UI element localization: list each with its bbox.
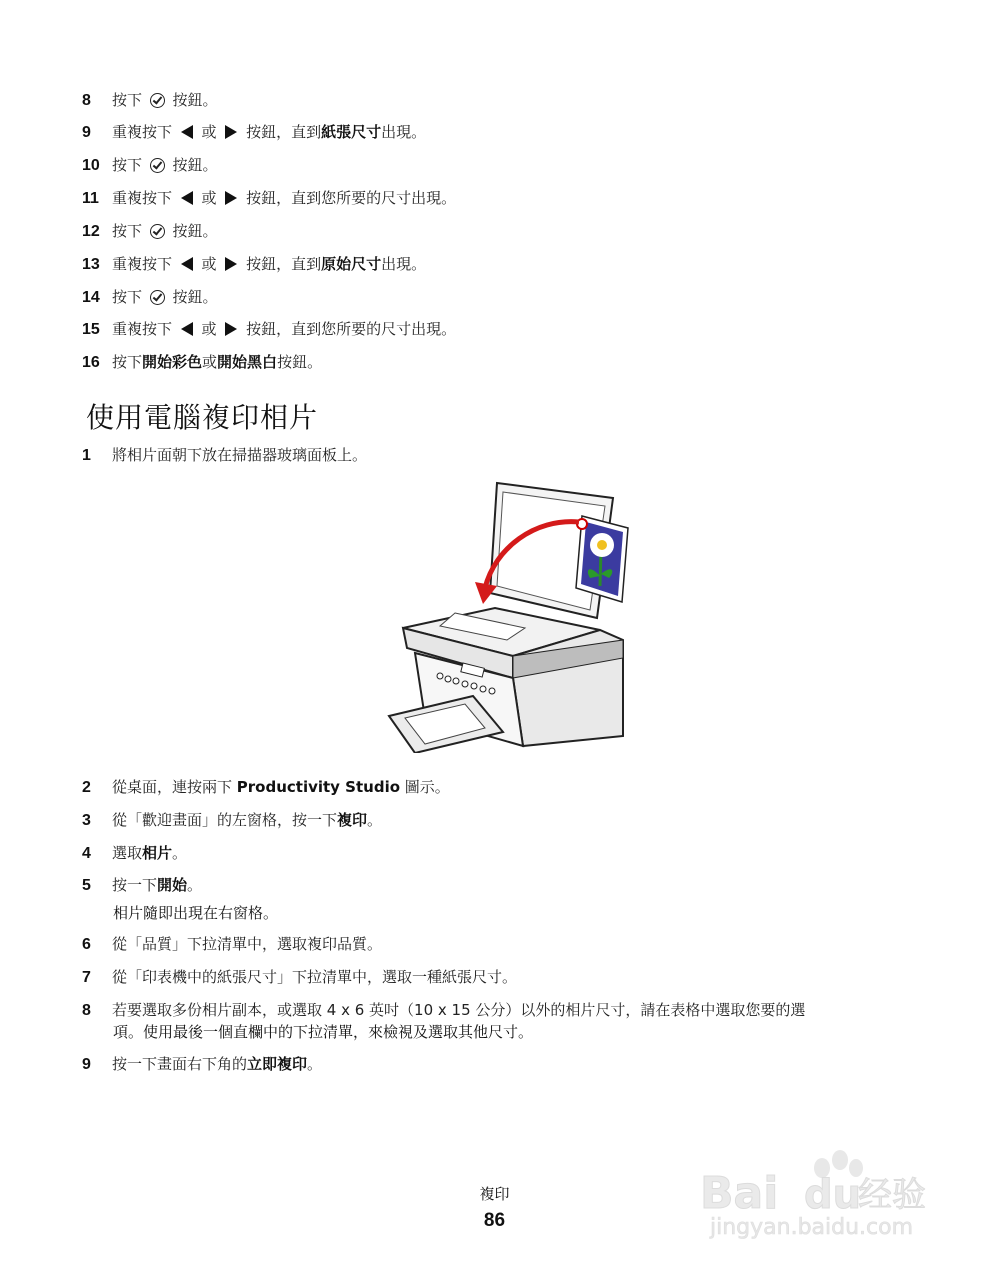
step-number: 4 [82, 845, 91, 862]
select-check-icon [150, 290, 165, 305]
step-text: 。 [367, 811, 383, 829]
step-text: 或 [196, 255, 222, 273]
step-text: 或 [196, 189, 222, 207]
step-14 [82, 286, 218, 309]
step-text: 按下 [112, 353, 143, 371]
step-text: 從桌面，連按兩下 [112, 778, 237, 796]
step-text: 重複按下 [112, 320, 177, 338]
step-number: 6 [82, 936, 91, 953]
watermark-logo [700, 1130, 940, 1240]
step-5 [82, 874, 202, 897]
bold-term: 開始黑白 [217, 353, 278, 371]
step-8-line2: 項。使用最後一個直欄中的下拉清單，來檢視及選取其他尺寸。 [113, 1023, 534, 1041]
step-3 [82, 809, 382, 832]
step-text: 重複按下 [112, 255, 177, 273]
step-text: 出現。 [381, 123, 427, 141]
step-10 [82, 154, 218, 177]
step-number: 11 [82, 190, 99, 207]
step-text: 出現。 [381, 255, 427, 273]
step-text: 圖示。 [400, 778, 450, 796]
step-text: 按下 [112, 156, 147, 174]
watermark-url: jingyan.baidu.com [710, 1215, 914, 1240]
step-5-note: 相片隨即出現在右窗格。 [113, 904, 279, 922]
step-4 [82, 842, 187, 865]
step-16 [82, 351, 322, 374]
select-check-icon [150, 158, 165, 173]
watermark-brand-du: du [804, 1172, 862, 1218]
step-text: 或 [196, 320, 222, 338]
step-15 [82, 318, 456, 341]
step-text: 從「歡迎畫面」的左窗格，按一下 [112, 811, 338, 829]
step-text: 從「品質」下拉清單中，選取複印品質。 [112, 935, 383, 953]
step-12 [82, 220, 218, 243]
step-text: 按下 [112, 91, 147, 109]
printer-illustration [385, 478, 630, 753]
step-number: 12 [82, 223, 100, 240]
bold-term: 複印 [337, 811, 368, 829]
step-text: 按鈕，直到 [241, 255, 322, 273]
bold-term: 相片 [142, 844, 173, 862]
step-text: 按鈕。 [167, 91, 218, 109]
step-text: 按下 [112, 222, 147, 240]
watermark-brand: Bai [700, 1168, 779, 1219]
footer-title: 複印 [479, 1185, 510, 1203]
step-text: 或 [196, 123, 222, 141]
step-7 [82, 966, 517, 989]
step-number: 8 [82, 1002, 91, 1019]
step-8 [82, 89, 218, 112]
right-arrow-icon [225, 257, 237, 271]
step-text: 將相片面朝下放在掃描器玻璃面板上。 [112, 446, 368, 464]
step-9 [82, 121, 426, 144]
right-arrow-icon [225, 322, 237, 336]
left-arrow-icon [181, 191, 193, 205]
watermark-brand-cn: 经验 [858, 1175, 926, 1215]
select-check-icon [150, 93, 165, 108]
step-text: 從「印表機中的紙張尺寸」下拉清單中，選取一種紙張尺寸。 [112, 968, 518, 986]
step-text: 。 [172, 844, 188, 862]
step-9 [82, 1053, 322, 1076]
step-number: 15 [82, 321, 100, 338]
step-number: 1 [82, 447, 91, 464]
bold-term: 開始彩色 [142, 353, 203, 371]
step-text: 按鈕，直到您所要的尺寸出現。 [241, 320, 457, 338]
step-number: 9 [82, 124, 91, 141]
step-text-line1: 若要選取多份相片副本，或選取 4 x 6 英吋（10 x 15 公分）以外的相片尺寸，請在表格中選取您要的選 [112, 1001, 806, 1019]
left-arrow-icon [181, 257, 193, 271]
step-number: 8 [82, 92, 91, 109]
step-text: 選取 [112, 844, 143, 862]
step-text: 按一下 [112, 876, 158, 894]
step-text: 按鈕。 [167, 222, 218, 240]
step-number: 13 [82, 256, 100, 273]
left-arrow-icon [181, 125, 193, 139]
step-text: 。 [307, 1055, 323, 1073]
step-text: 重複按下 [112, 123, 177, 141]
step-text: 。 [187, 876, 203, 894]
step-number: 10 [82, 157, 100, 174]
step-13 [82, 253, 426, 276]
right-arrow-icon [225, 125, 237, 139]
step-text: 按一下畫面右下角的 [112, 1055, 248, 1073]
step-text: 重複按下 [112, 189, 177, 207]
page-number: 86 [483, 1210, 506, 1231]
bold-term: 開始 [157, 876, 188, 894]
step-number: 5 [82, 877, 91, 894]
step-text: 按鈕，直到您所要的尺寸出現。 [241, 189, 457, 207]
step-number: 14 [82, 289, 100, 306]
step-11 [82, 187, 456, 210]
step-text: 或 [202, 353, 218, 371]
step-8 [82, 999, 805, 1022]
bold-term: 原始尺寸 [321, 255, 382, 273]
step-number: 7 [82, 969, 91, 986]
step-number: 3 [82, 812, 91, 829]
step-text: 按鈕。 [277, 353, 323, 371]
step-text: 按鈕。 [167, 156, 218, 174]
step-text: 按鈕。 [167, 288, 218, 306]
step-1 [82, 444, 367, 467]
left-arrow-icon [181, 322, 193, 336]
step-2 [82, 776, 450, 799]
bold-term: Productivity Studio [236, 778, 401, 796]
select-check-icon [150, 224, 165, 239]
step-text: 按下 [112, 288, 147, 306]
step-number: 16 [82, 354, 100, 371]
step-number: 2 [82, 779, 91, 796]
bold-term: 立即複印 [247, 1055, 308, 1073]
section-title: 使用電腦複印相片 [86, 401, 319, 434]
step-text: 按鈕，直到 [241, 123, 322, 141]
right-arrow-icon [225, 191, 237, 205]
step-6 [82, 933, 382, 956]
step-number: 9 [82, 1056, 91, 1073]
bold-term: 紙張尺寸 [321, 123, 382, 141]
